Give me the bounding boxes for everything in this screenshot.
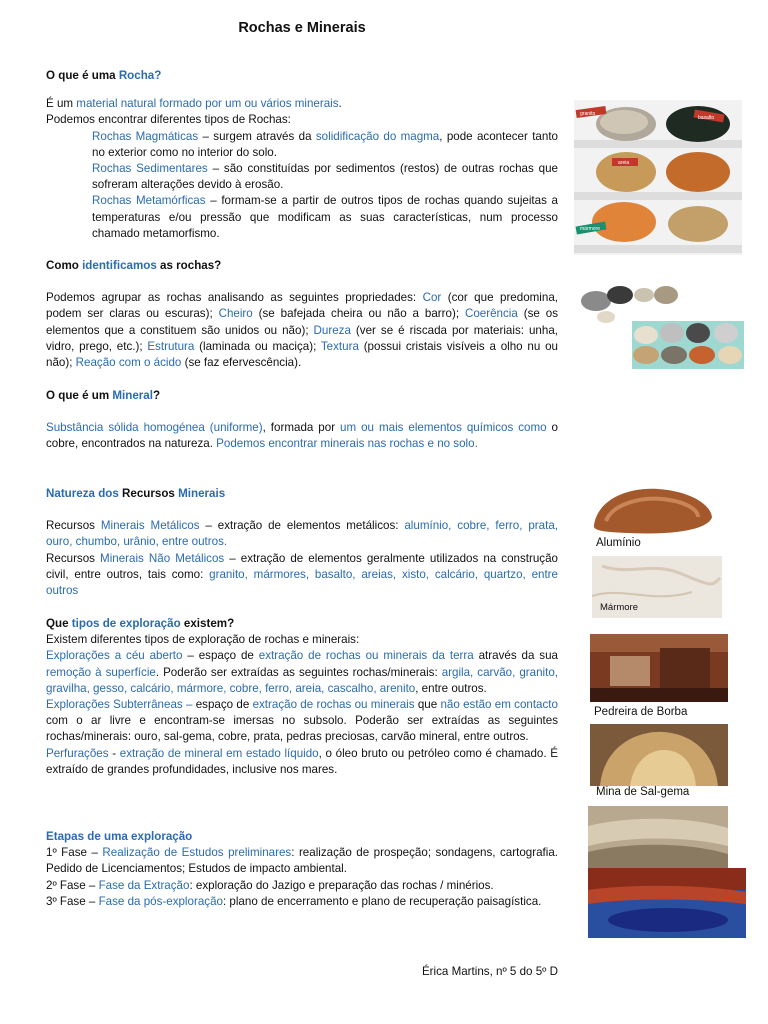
rock-types-illustration: [574, 100, 742, 255]
rock-types-image: [574, 100, 742, 255]
etapa-3: 3º Fase – Fase da pós-exploração: plano de encerramento e plano de recuperação paisagística.: [46, 894, 542, 908]
heading-rocha: O que é uma Rocha?: [46, 69, 162, 82]
mina-illustration: [590, 724, 728, 786]
recursos-metalicos: Recursos Minerais Metálicos – extração de elementos metálicos: alumínio, cobre, ferro, prata, ouro, chumbo, urânio, entre outros.: [46, 519, 558, 549]
rock-label: granito: [580, 111, 596, 117]
aluminio-caption: Alumínio: [596, 537, 641, 549]
heading-identificar: Como identificamos as rochas?: [46, 259, 222, 272]
heading-recursos: Natureza dos Recursos Minerais: [46, 487, 226, 500]
heading-exploracao: Que tipos de exploração existem?: [46, 617, 235, 630]
section-etapas: [46, 829, 558, 910]
rocha-definition: É um material natural formado por um ou vários minerais.: [46, 97, 342, 111]
rock-samples-image: [576, 283, 744, 369]
marmore-image: [592, 556, 722, 618]
mine-lake-image: [588, 868, 746, 938]
page-title: Rochas e Minerais: [238, 20, 366, 36]
exploracao-subterranea: Explorações Subterrâneas – espaço de extração de rochas ou minerais que não estão em contacto com o ar livre e encontram-se imersas no subsolo. Poderão ser extraídas as seguintes rochas/minerais: ouro, sal-gema, cobre, prata, pedras preciosas, carvão mineral, entre outros.: [46, 698, 558, 744]
rock-label: areia: [618, 160, 630, 166]
exploracao-ceu-aberto: Explorações a céu aberto – espaço de extração de rochas ou minerais da terra através da sua remoção à superfície. Poderão ser extraídas as seguintes rochas/minerais: argila, carvão, granito, gravilha, gesso, calcário, mármore, cobre, ferro, areia, cascalho, arenito, entre outros.: [46, 649, 558, 695]
recursos-nao-metalicos: Recursos Minerais Não Metálicos – extração de elementos geralmente utilizados na construção civil, entre outros, tais como: granito, mármores, basalto, areias, xisto, calcário, quartzo, entre outros: [46, 551, 558, 598]
exploracao-perfuracoes: Perfurações - extração de mineral em estado líquido, o óleo bruto ou petróleo como é chamado. É extraído de grandes profundidades, inclusive nos mares.: [46, 746, 559, 776]
section-mineral: [46, 388, 558, 453]
pedreira-illustration: [590, 634, 728, 702]
heading-mineral: O que é um Mineral?: [46, 389, 161, 402]
aluminio-illustration: [588, 485, 714, 535]
rock-label: basalto: [698, 115, 715, 121]
pedreira-caption: Pedreira de Borba: [594, 706, 688, 718]
etapa-1: 1º Fase – Realização de Estudos preliminares: realização de prospeção; sondagens, cartografia. Pedido de Licenciamentos; Estudos de impacto ambiental.: [46, 846, 558, 876]
mina-caption: Mina de Sal-gema: [596, 786, 690, 798]
propriedades-paragraph: Podemos agrupar as rochas analisando as seguintes propriedades: Cor (cor que predomina, podem ser claras ou escuras); Cheiro (se bafejada cheira ou não a barro); Coerência (se os elementos que a constituem são unidos ou não); Dureza (ver se é riscada por materiais: unha, vidro, prego, etc.); Estrutura (laminada ou maciça); Textura (possui cristais visíveis a olho nu ou não); Reação com o ácido (se faz efervescência).: [46, 291, 558, 370]
heading-etapas: Etapas de uma exploração: [46, 830, 193, 843]
section-recursos: [46, 486, 558, 599]
section-rocha: [46, 68, 558, 242]
aluminio-image: [588, 485, 714, 535]
etapa-2: 2º Fase – Fase da Extração: exploração do Jazigo e preparação das rochas / minérios.: [46, 878, 494, 892]
open-pit-illustration: [588, 806, 728, 870]
mine-lake-illustration: [588, 868, 746, 938]
open-pit-image: [588, 806, 728, 870]
pedreira-image: [590, 634, 728, 702]
section-exploracao: [46, 616, 558, 778]
rock-samples-illustration: [576, 283, 744, 369]
mina-image: [590, 724, 728, 786]
rock-label: mármore: [580, 226, 601, 232]
rocha-magmatica: Rochas Magmáticas – surgem através da solidificação do magma, pode acontecer tanto no exterior como no interior do solo.: [92, 129, 558, 159]
author-footer: Érica Martins, nº 5 do 5º D: [421, 965, 558, 978]
rocha-types-intro: Podemos encontrar diferentes tipos de Rochas:: [46, 113, 291, 127]
rocha-metamorfica: Rochas Metamórficas – formam-se a partir de outros tipos de rochas quando sujeitas a temperaturas e/ou pressão que modificam as suas características, num processo chamado metamorfismo.: [92, 194, 558, 240]
exploracao-intro: Existem diferentes tipos de exploração de rochas e minerais:: [46, 633, 360, 647]
mineral-definition: Substância sólida homogénea (uniforme), formada por um ou mais elementos químicos como o cobre, encontrados na natureza. Podemos encontrar minerais nas rochas e no solo.: [46, 421, 558, 451]
section-identificar: [46, 258, 558, 371]
rocha-sedimentar: Rochas Sedimentares – são constituídas por sedimentos (restos) de outras rochas que sofreram alterações devido à erosão.: [92, 162, 558, 192]
marmore-caption: Mármore: [600, 602, 639, 613]
